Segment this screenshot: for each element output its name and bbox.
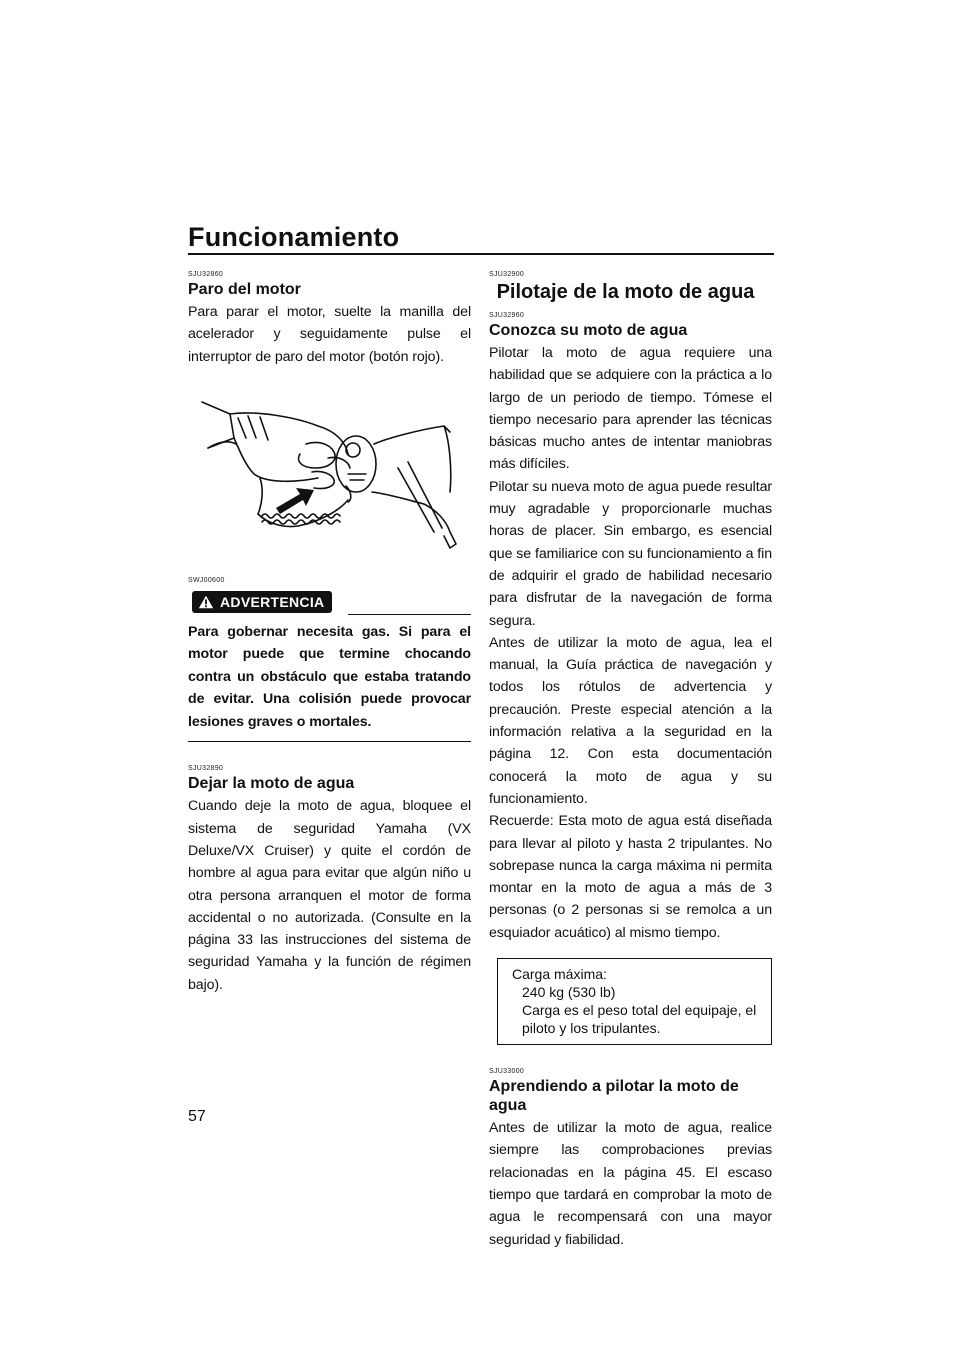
section-heading-know-watercraft: Conozca su moto de agua <box>489 322 688 339</box>
warning-label: ADVERTENCIA <box>220 593 325 610</box>
warning-code: SWJ00600 <box>188 576 225 584</box>
paragraph: Pilotar la moto de agua requiere una habilidad que se adquiere con la práctica a lo largo de un periodo de tiempo. Tómese el tiempo necesario para aprender las técnicas básicas mucho antes de intentar maniobras más difíciles. <box>489 345 772 473</box>
warning-badge <box>192 591 332 613</box>
main-section-heading: Pilotaje de la moto de agua <box>496 281 755 303</box>
section-code: SJU32890 <box>188 765 224 773</box>
section-heading-learning-to-ride: Aprendiendo a pilotar la moto de agua <box>489 1078 739 1115</box>
section-heading-stop-engine: Paro del motor <box>188 281 301 298</box>
spec-value: 240 kg (530 lb) <box>522 984 616 1001</box>
section-heading-leave-watercraft: Dejar la moto de agua <box>188 775 355 793</box>
section-code: SJU32960 <box>489 312 525 319</box>
spec-label: Carga máxima: <box>512 966 607 983</box>
main-section-code: SJU32900 <box>489 271 525 278</box>
right-column <box>489 270 772 1251</box>
page-title: Funcionamiento <box>188 222 400 252</box>
section-body-learning-to-ride: Antes de utilizar la moto de agua, realice siempre las comprobaciones previas relacionadas en la página 45. El escaso tiempo que tardará en comprobar la moto de agua le recompensará con una mayor seguridad y fiabilidad. <box>489 1120 772 1248</box>
title-rule <box>188 253 774 255</box>
paragraph: Recuerde: Esta moto de agua está diseñada para llevar al piloto y hasta 2 tripulantes. No sobrepase nunca la carga máxima ni permita montar en la moto de agua a más de 3 personas (o 2 personas si se remolca a un esquiador acuático) al mismo tiempo. <box>489 813 772 941</box>
push-arrow-icon <box>276 488 314 514</box>
warning-body: Para gobernar necesita gas. Si para el motor puede que termine chocando contra un obstáculo que estaba tratando de evitar. Una colisión puede provocar lesiones graves o mortales. <box>188 623 471 730</box>
spec-note: Carga es el peso total del equipaje, el piloto y los tripulantes. <box>522 1002 757 1037</box>
section-body-stop-engine: Para parar el motor, suelte la manilla del acelerador y seguidamente pulse el interruptor de paro del motor (botón rojo). <box>188 304 471 365</box>
max-load-spec-box <box>497 958 772 1045</box>
page-number: 57 <box>188 1108 206 1125</box>
paragraph: Antes de utilizar la moto de agua, lea el manual, la Guía práctica de navegación y todos los rótulos de advertencia y precaución. Preste especial atención a la información relativa a la seguridad en la página 12. Con esta documentación conocerá la moto de agua y su funcionamiento. <box>489 634 772 807</box>
section-code: SJU32860 <box>188 271 224 278</box>
stop-switch-illustration <box>188 382 471 562</box>
paragraph: Pilotar su nueva moto de agua puede resultar muy agradable y proporcionarle muchas horas de placer. Sin embargo, es esencial que se familiarice con su funcionamiento a fin de adquirir el grado de habilidad necesario para disfrutar de la navegación de forma segura. <box>489 478 772 629</box>
section-code: SJU33000 <box>489 1068 525 1076</box>
section-body-leave-watercraft: Cuando deje la moto de agua, bloquee el sistema de seguridad Yamaha (VX Deluxe/VX Cruiser) y quite el cordón de hombre al agua para evitar que algún niño u otra persona arranquen el motor de forma accidental o no autorizada. (Consulte en la página 33 las instrucciones del sistema de seguridad Yamaha y la función de régimen bajo). <box>188 798 471 993</box>
warning-triangle-icon <box>198 595 214 609</box>
hand-on-handlebar-illustration <box>188 382 471 562</box>
warning-rule <box>348 614 471 615</box>
left-column <box>188 270 471 996</box>
warning-header <box>188 587 471 621</box>
